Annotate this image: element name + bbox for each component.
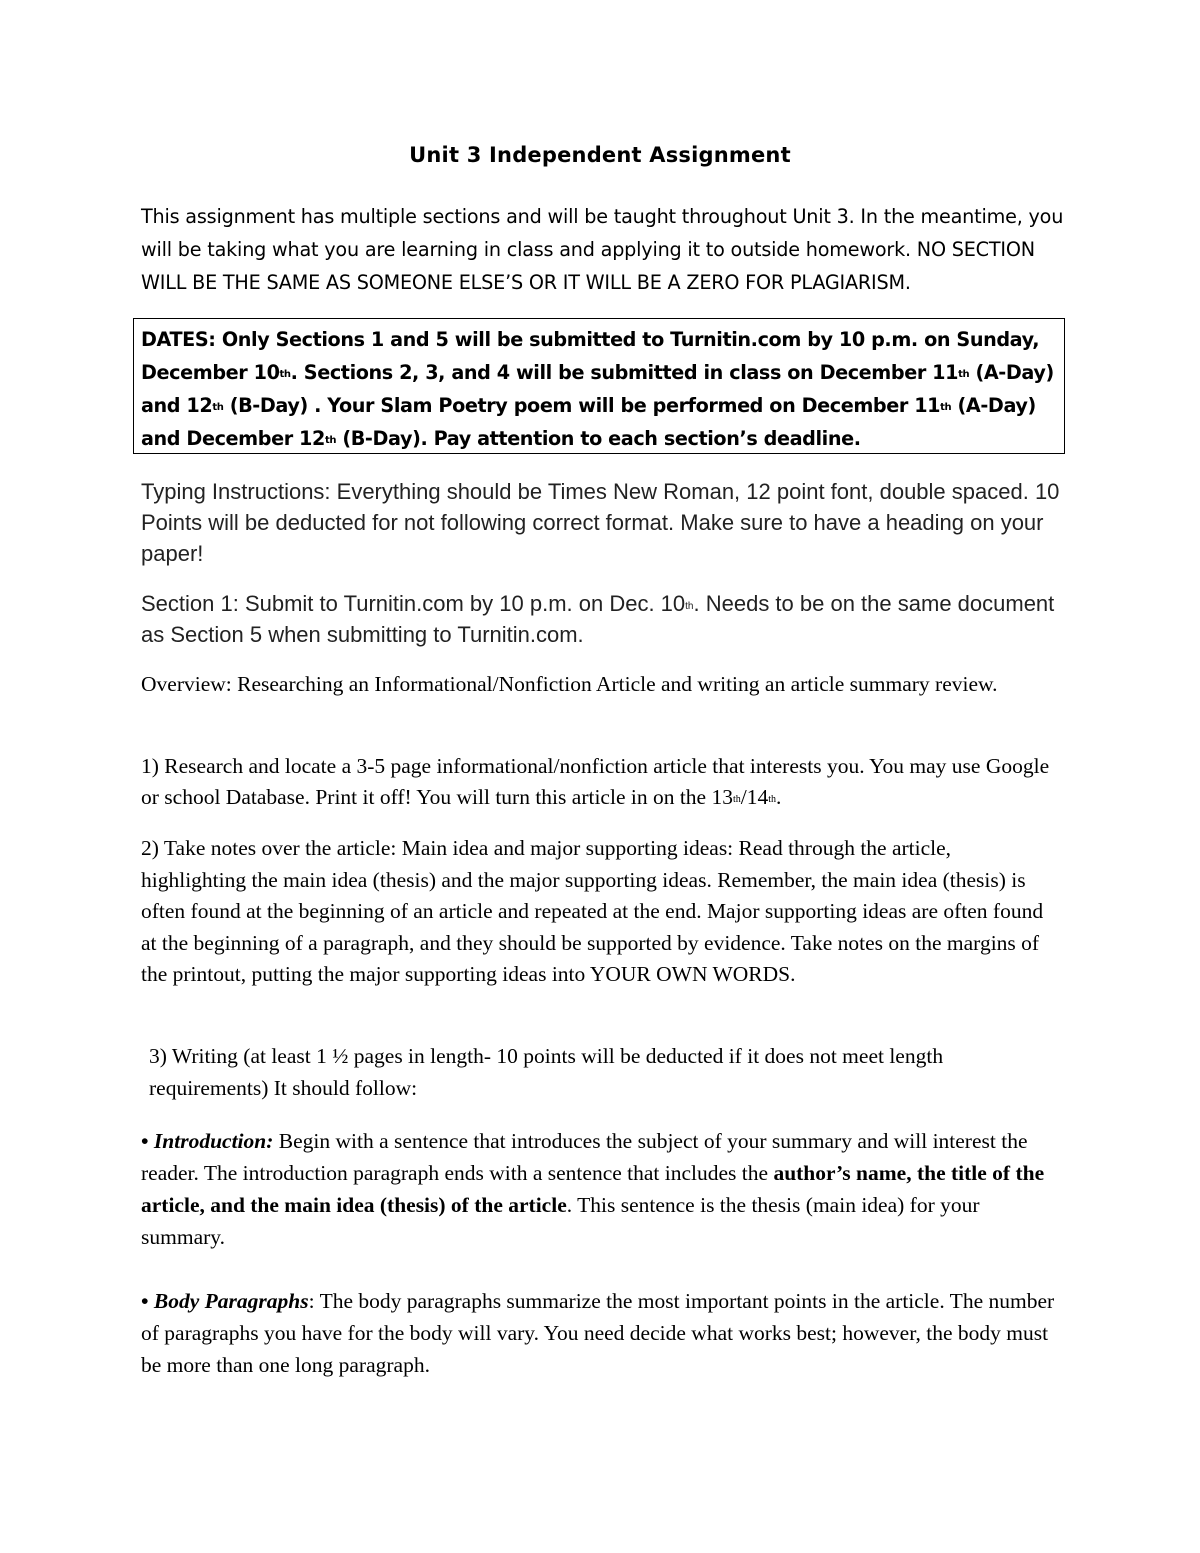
introduction-bold-text: author’s name, the title of the article, and the main idea (thesis) of the article (141, 1161, 1045, 1217)
step1-text: 1) Research and locate a 3-5 page informational/nonfiction article that interests you. You may use Google or school Database. Print it off! You will turn this article in on the 13 (141, 754, 1050, 809)
overview-paragraph: Overview: Researching an Informational/Nonfiction Article and writing an article summary review. (141, 672, 998, 696)
bullet-icon: • (141, 1129, 154, 1153)
section1-text: Section 1: Submit to Turnitin.com by 10 p.m. on Dec. 10 (141, 591, 686, 616)
dates-text: (A-Day) and 12 (141, 361, 1054, 417)
step1-text: /14 (740, 785, 769, 809)
dates-box (133, 318, 1065, 454)
dates-sup: th (940, 402, 952, 413)
introduction-text: Begin with a sentence that introduces the subject of your summary and will interest the reader. The introduction paragraph ends with a sentence that includes the (141, 1129, 1028, 1185)
dates-text: (B-Day) . Your Slam Poetry poem will be performed on December 11 (223, 394, 941, 417)
body-paragraphs-bullet (141, 1285, 1061, 1381)
section1-sup: th (685, 601, 694, 612)
body-paragraphs-label: Body Paragraphs (153, 1289, 309, 1313)
introduction-bullet (141, 1125, 1061, 1253)
section1-paragraph (141, 588, 1071, 650)
dates-sup: th (279, 369, 291, 380)
dates-text: DATES: Only Sections 1 and 5 will be submitted to Turnitin.com by 10 p.m. on Sunday, December 10 (141, 328, 1040, 384)
dates-sup: th (324, 435, 337, 446)
section1-text: . Needs to be on the same document as Section 5 when submitting to Turnitin.com. (141, 591, 1055, 647)
introduction-label: Introduction: (153, 1129, 274, 1153)
step2-paragraph: 2) Take notes over the article: Main idea and major supporting ideas: Read through the article, highlighting the main idea (thesis) and the major supporting ideas. Remember, the main idea (thesis) is often found at the beginning of an article and repeated at the end. Major supporting ideas are often found at the beginning of a paragraph, and they should be supported by evidence. Take notes on the margins of the printout, putting the major supporting ideas into YOUR OWN WORDS. (141, 836, 1044, 986)
dates-text: . Sections 2, 3, and 4 will be submitted in class on December 11 (290, 361, 959, 384)
dates-text: (B-Day). Pay attention to each section’s deadline. (336, 427, 861, 450)
bullet-icon: • (141, 1289, 154, 1313)
dates-text: (A-Day) and December 12 (141, 394, 1036, 450)
step1-sup: th (732, 794, 741, 805)
typing-instructions: Typing Instructions: Everything should be Times New Roman, 12 point font, double spaced. 10 Points will be deducted for not following correct format. Make sure to have a heading on your paper! (141, 479, 1060, 566)
page-title: Unit 3 Independent Assignment (409, 143, 791, 167)
introduction-text: . This sentence is the thesis (main idea) for your summary. (141, 1193, 980, 1249)
step1-paragraph (141, 751, 1061, 813)
dates-sup: th (958, 369, 970, 380)
dates-sup: th (212, 402, 224, 413)
step1-sup: th (768, 794, 777, 805)
intro-paragraph: This assignment has multiple sections and will be taught throughout Unit 3. In the meantime, you will be taking what you are learning in class and applying it to outside homework. NO SECTION WILL BE THE SAME AS SOMEONE ELSE’S OR IT WILL BE A ZERO FOR PLAGIARISM. (141, 205, 1064, 294)
body-paragraphs-text: : The body paragraphs summarize the most important points in the article. The number of paragraphs you have for the body will vary. You need decide what works best; however, the body must be more than one long paragraph. (141, 1289, 1055, 1377)
step3-paragraph: 3) Writing (at least 1 ½ pages in length- 10 points will be deducted if it does not meet length requirements) It should follow: (149, 1044, 944, 1100)
step1-text: . (776, 785, 782, 809)
